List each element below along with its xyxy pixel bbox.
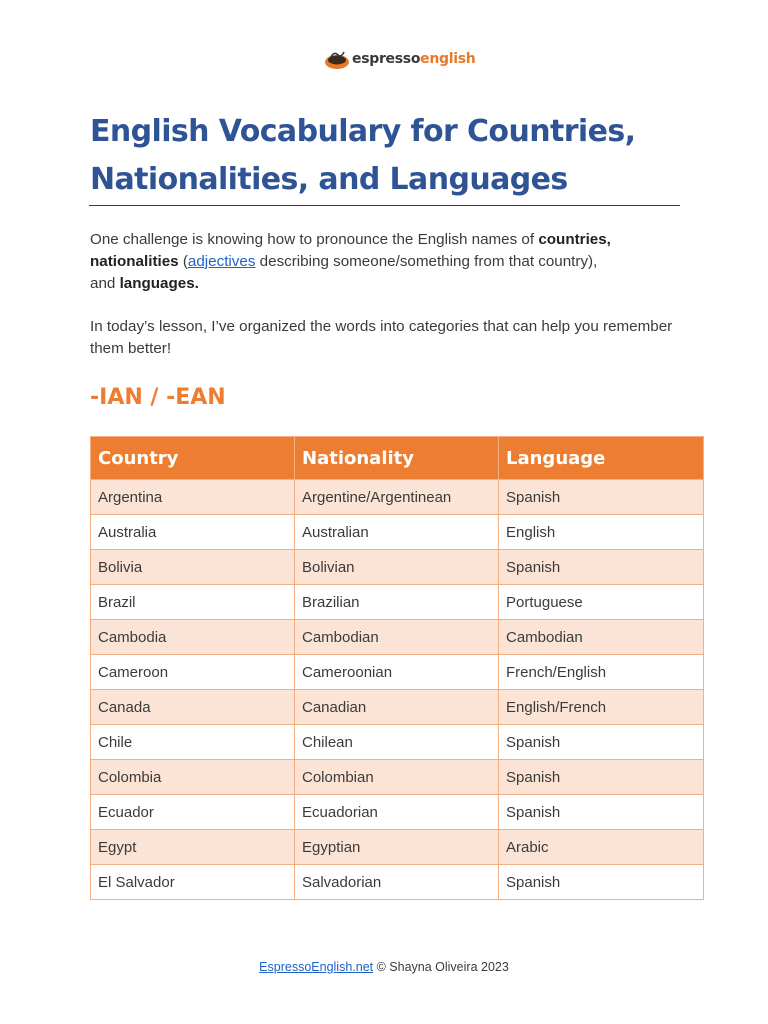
- cell-language: Portuguese: [499, 585, 704, 620]
- logo-wordmark-part2: english: [420, 51, 476, 67]
- cell-language: Cambodian: [499, 620, 704, 655]
- table-row: [91, 865, 704, 900]
- cell-nationality: Canadian: [295, 690, 499, 725]
- cell-nationality: Egyptian: [295, 830, 499, 865]
- table-row: [91, 760, 704, 795]
- title-line-2: Nationalities, and Languages: [90, 162, 568, 197]
- table-row: [91, 725, 704, 760]
- intro-paragraph-2: In today’s lesson, I’ve organized the words into categories that can help you remember them better!: [90, 318, 673, 357]
- intro-text-1: One challenge is knowing how to pronounce the English names of: [90, 231, 539, 248]
- cell-nationality: Brazilian: [295, 585, 499, 620]
- vocabulary-table: [90, 436, 704, 900]
- cell-country: Cambodia: [91, 620, 295, 655]
- footer-copyright: © Shayna Oliveira 2023: [373, 960, 509, 974]
- table-row: [91, 620, 704, 655]
- cell-nationality: Chilean: [295, 725, 499, 760]
- table-row: [91, 550, 704, 585]
- cell-nationality: Ecuadorian: [295, 795, 499, 830]
- title-divider: [89, 205, 680, 206]
- cell-country: Colombia: [91, 760, 295, 795]
- title-line-1: English Vocabulary for Countries,: [90, 114, 636, 149]
- cell-country: El Salvador: [91, 865, 295, 900]
- section-heading: -IAN / -EAN: [90, 385, 226, 410]
- coffee-cup-logo-icon: [323, 47, 351, 71]
- footer-link[interactable]: EspressoEnglish.net: [259, 960, 374, 974]
- cell-country: Egypt: [91, 830, 295, 865]
- cell-nationality: Australian: [295, 515, 499, 550]
- intro-text-4: and: [90, 275, 120, 292]
- cell-country: Bolivia: [91, 550, 295, 585]
- table-row: [91, 795, 704, 830]
- intro-bold-languages: languages.: [119, 275, 199, 292]
- cell-country: Canada: [91, 690, 295, 725]
- intro-paragraph: [90, 229, 690, 295]
- cell-nationality: Argentine/Argentinean: [295, 480, 499, 515]
- table-row: [91, 515, 704, 550]
- logo-wordmark-part1: espresso: [352, 51, 421, 67]
- cell-country: Brazil: [91, 585, 295, 620]
- cell-language: Spanish: [499, 760, 704, 795]
- cell-language: Spanish: [499, 480, 704, 515]
- header-country: Country: [91, 437, 295, 480]
- cell-country: Argentina: [91, 480, 295, 515]
- page-footer: [0, 960, 768, 974]
- table-row: [91, 480, 704, 515]
- cell-country: Cameroon: [91, 655, 295, 690]
- cell-country: Ecuador: [91, 795, 295, 830]
- cell-language: French/English: [499, 655, 704, 690]
- intro-bold-countries: countries,: [538, 231, 611, 248]
- cell-language: Spanish: [499, 550, 704, 585]
- cell-language: English: [499, 515, 704, 550]
- header-nationality: Nationality: [295, 437, 499, 480]
- cell-country: Chile: [91, 725, 295, 760]
- page-title: [90, 108, 690, 204]
- cell-nationality: Colombian: [295, 760, 499, 795]
- intro-text-2: (: [178, 253, 188, 270]
- cell-nationality: Cambodian: [295, 620, 499, 655]
- header-language: Language: [499, 437, 704, 480]
- cell-language: Spanish: [499, 725, 704, 760]
- cell-nationality: Bolivian: [295, 550, 499, 585]
- table-row: [91, 585, 704, 620]
- logo-wordmark: [352, 51, 475, 67]
- intro-bold-nationalities: nationalities: [90, 253, 179, 270]
- intro-text-3: describing someone/something from that country),: [255, 253, 598, 270]
- cell-language: Spanish: [499, 795, 704, 830]
- espresso-english-logo: [323, 47, 475, 71]
- cell-nationality: Salvadorian: [295, 865, 499, 900]
- table-row: [91, 690, 704, 725]
- cell-language: English/French: [499, 690, 704, 725]
- table-body: [91, 480, 704, 900]
- cell-language: Spanish: [499, 865, 704, 900]
- adjectives-link[interactable]: adjectives: [187, 253, 256, 270]
- table-row: [91, 830, 704, 865]
- table-row: [91, 655, 704, 690]
- cell-language: Arabic: [499, 830, 704, 865]
- cell-nationality: Cameroonian: [295, 655, 499, 690]
- cell-country: Australia: [91, 515, 295, 550]
- table-header-row: [91, 437, 704, 480]
